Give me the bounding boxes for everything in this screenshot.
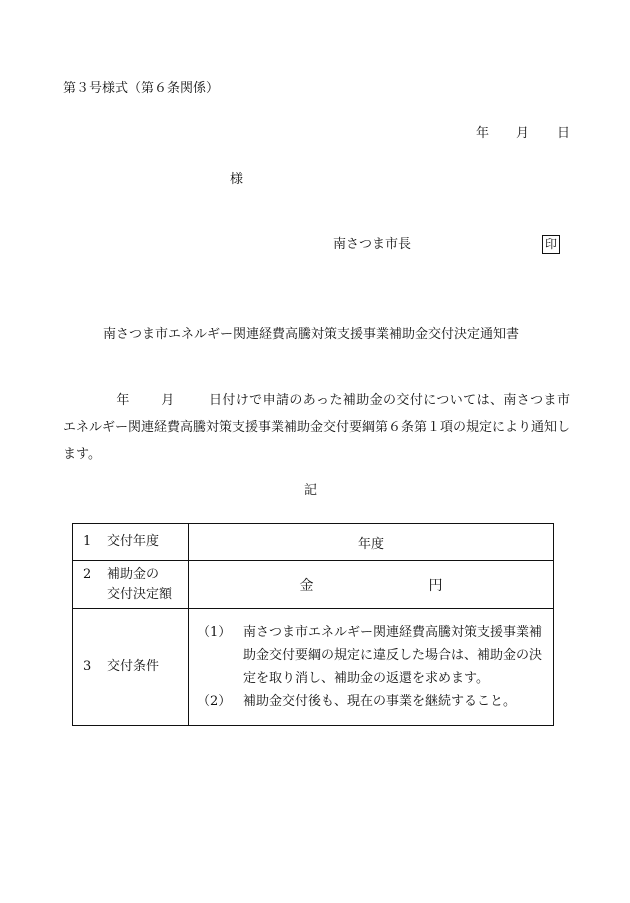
row-label: 交付年度 — [107, 534, 160, 549]
body-paragraph — [63, 387, 570, 468]
row-label: 交付条件 — [107, 659, 160, 674]
table-label-cell — [73, 609, 189, 726]
row-number: 3 — [83, 659, 92, 674]
recipient-honorific: 様 — [230, 172, 244, 187]
table-label-cell — [73, 561, 189, 609]
row-label-line2: 交付決定額 — [107, 586, 173, 602]
date-year-label: 年 — [476, 126, 490, 141]
fiscal-year-value: 年度 — [357, 536, 384, 552]
document-title: 南さつま市エネルギー関連経費高騰対策支援事業補助金交付決定通知書 — [103, 327, 520, 342]
table-row — [73, 524, 554, 561]
table-row — [73, 561, 554, 609]
grant-info-table — [72, 523, 554, 726]
row-label-line1: 補助金の — [107, 566, 160, 582]
row-number: 1 — [83, 534, 92, 549]
body-text: 日付けで申請のあった補助金の交付については、南さつま市エネルギー関連経費高騰対策支援事業補助金交付要綱第６条第１項の規定により通知します。 — [63, 393, 571, 462]
condition-marker: （2） — [197, 694, 232, 709]
table-label-cell — [73, 524, 189, 561]
ki-heading: 記 — [304, 483, 318, 498]
issuer-name: 南さつま市長 — [333, 237, 412, 252]
amount-unit: 円 — [428, 577, 443, 594]
condition-marker: （1） — [197, 625, 232, 640]
condition-text: 補助金交付後も、現在の事業を継続すること。 — [243, 694, 517, 709]
date-day-label: 日 — [557, 126, 571, 141]
row-number: 2 — [83, 566, 92, 582]
condition-text: 南さつま市エネルギー関連経費高騰対策支援事業補助金交付要綱の規定に違反した場合は、補助金の決定を取り消し、補助金の返還を求めます。 — [243, 625, 543, 686]
conditions-cell — [189, 609, 554, 726]
amount-cell — [189, 561, 554, 609]
condition-item — [197, 690, 549, 713]
date-month-label: 月 — [516, 126, 530, 141]
amount-prefix: 金 — [299, 577, 314, 594]
fiscal-year-cell — [189, 524, 554, 561]
seal-box: 印 — [542, 235, 560, 254]
form-number-label: 第３号様式（第６条関係） — [63, 81, 220, 96]
body-month: 月 — [160, 393, 175, 408]
condition-item — [197, 621, 549, 690]
table-row — [73, 609, 554, 726]
body-year: 年 — [116, 393, 130, 408]
